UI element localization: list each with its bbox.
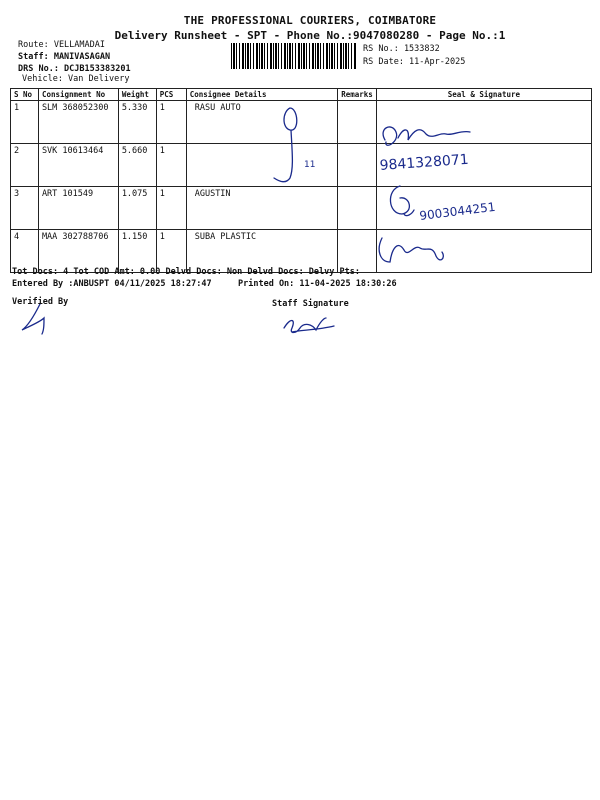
col-header-sno: S No: [11, 89, 39, 101]
staff-label: Staff: MANIVASAGAN: [18, 52, 111, 62]
entered-by: Entered By :ANBUSPT 04/11/2025 18:27:47: [12, 279, 212, 289]
cell-sno: 4: [11, 230, 39, 273]
col-header-consignee: Consignee Details: [186, 89, 337, 101]
route-label: Route: VELLAMADAI: [18, 40, 105, 50]
cell-pcs: 1: [156, 187, 186, 230]
cell-pcs: 1: [156, 144, 186, 187]
handwritten-phone-2: 9003044251: [418, 199, 497, 223]
cell-weight: 1.075: [118, 187, 156, 230]
signature-row1: [383, 127, 470, 145]
cell-pcs: 1: [156, 230, 186, 273]
cell-consignment: SVK 10613464: [38, 144, 118, 187]
rs-date: RS Date: 11-Apr-2025: [363, 57, 466, 67]
cell-sno: 2: [11, 144, 39, 187]
cell-weight: 5.330: [118, 101, 156, 144]
runsheet-subtitle: Delivery Runsheet - SPT - Phone No.:9047080280 - Page No.:1: [114, 29, 506, 42]
col-header-remarks: Remarks: [338, 89, 377, 101]
cell-sno: 3: [11, 187, 39, 230]
cell-consignee: AGUSTIN: [186, 187, 337, 230]
col-header-weight: Weight: [118, 89, 156, 101]
bracket-mark: [274, 108, 297, 182]
cell-pcs: 1: [156, 101, 186, 144]
col-header-pcs: PCS: [156, 89, 186, 101]
cell-sno: 1: [11, 101, 39, 144]
verified-signature: [22, 304, 44, 334]
staff-signature: [284, 318, 334, 333]
verified-by-label: Verified By: [12, 297, 69, 307]
totals-line: Tot Docs: 4 Tot COD Amt: 0.00 Delvd Docs: Non Delvd Docs: Delvy Pts:: [12, 267, 360, 277]
cell-consignment: SLM 368052300: [38, 101, 118, 144]
printed-on: Printed On: 11-04-2025 18:30:26: [238, 279, 397, 289]
staff-signature-label: Staff Signature: [272, 299, 349, 309]
signature-row4: [379, 238, 443, 262]
col-header-consignment: Consignment No: [38, 89, 118, 101]
cell-consignment: ART 101549: [38, 187, 118, 230]
company-title: THE PROFESSIONAL COURIERS, COIMBATORE: [183, 14, 437, 27]
handwritten-phone-1: 9841328071: [379, 151, 470, 174]
cell-consignee: RASU AUTO: [186, 101, 337, 144]
signature-row3: [390, 186, 414, 216]
vehicle-label: Vehicle: Van Delivery: [22, 74, 130, 84]
cell-weight: 5.660: [118, 144, 156, 187]
rs-number: RS No.: 1533832: [363, 44, 440, 54]
cell-consignment: MAA 302788706: [38, 230, 118, 273]
cell-weight: 1.150: [118, 230, 156, 273]
drs-label: DRS No.: DCJB153383201: [18, 64, 131, 74]
ditto-mark: 11: [304, 160, 316, 170]
col-header-signature: Seal & Signature: [376, 89, 591, 101]
cell-consignee: SUBA PLASTIC: [186, 230, 337, 273]
